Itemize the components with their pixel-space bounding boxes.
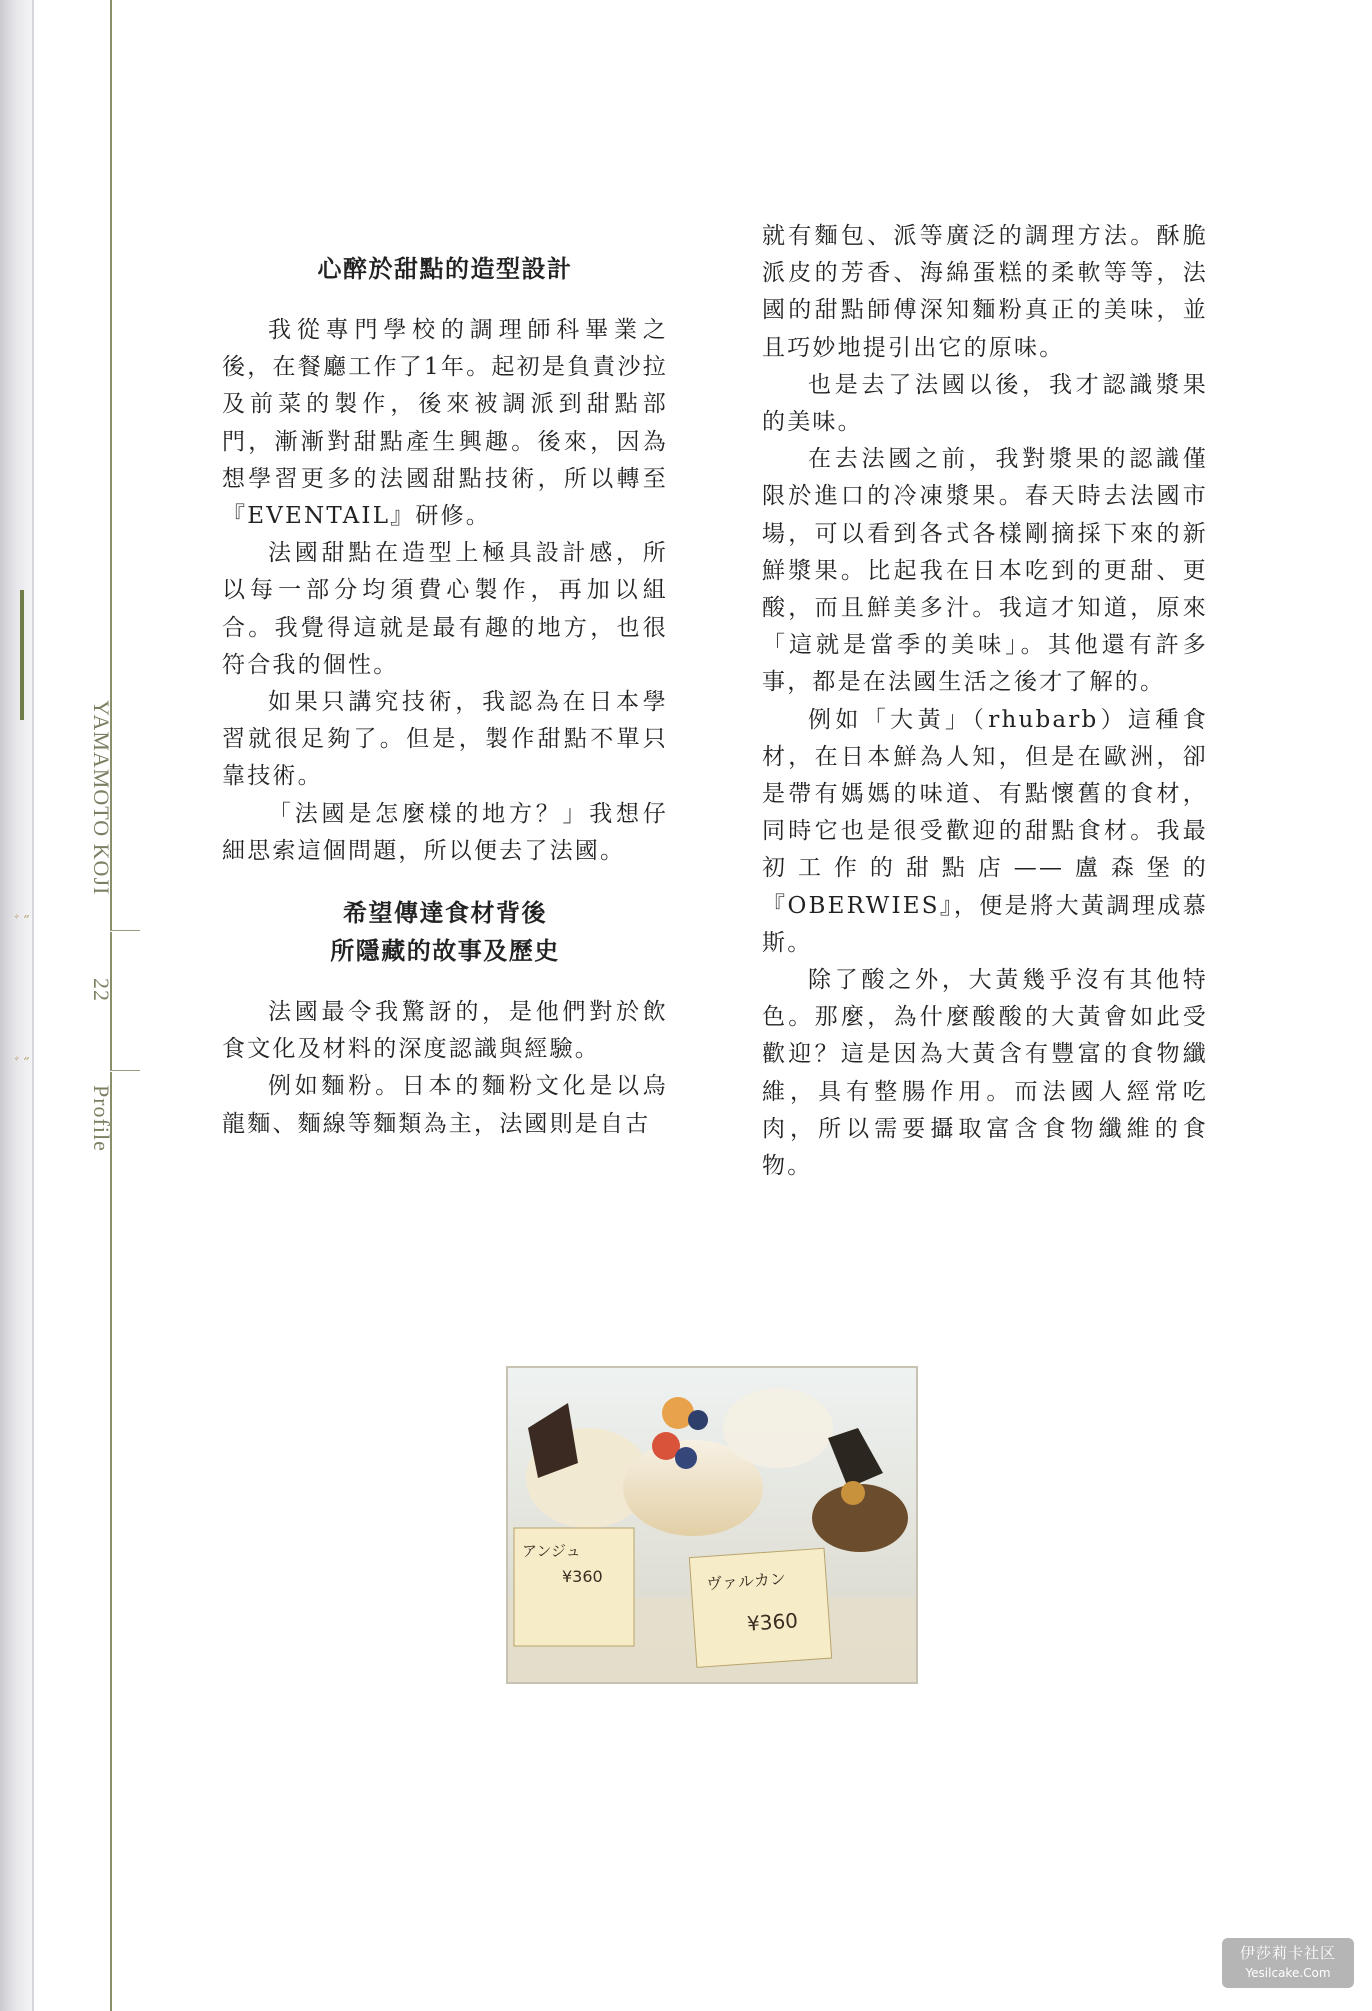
price-card-left-price: ¥360 <box>562 1567 603 1586</box>
pastry-photo <box>506 1366 918 1684</box>
paragraph: 我從專門學校的調理師科畢業之後，在餐廳工作了1年。起初是負責沙拉及前菜的製作，後來被調派到甜點部門，漸漸對甜點產生興趣。後來，因為想學習更多的法國甜點技術，所以轉至『EVENTAIL』研修。 <box>222 317 668 530</box>
section-heading-line: 所隱藏的故事及歷史 <box>330 937 560 966</box>
watermark-line1: 伊莎莉卡社区 <box>1239 1944 1336 1962</box>
cake-shape <box>723 1388 833 1468</box>
paragraph: 例如「大黃」（rhubarb）這種食材，在日本鮮為人知，但是在歐洲，卻是帶有媽媽的味道、有點懷舊的食材，同時它也是很受歡迎的甜點食材。我最初工作的甜點店——盧森堡的『OBERWIES』，便是將大黃調理成慕斯。 <box>762 706 1208 956</box>
pastry-photo-illustration <box>508 1368 916 1682</box>
sidebar-rule-bottom <box>110 1072 112 2011</box>
section-heading-line: 希望傳達食材背後 <box>343 899 547 928</box>
paragraph: 除了酸之外，大黃幾乎沒有其他特色。那麼，為什麼酸酸的大黃會如此受歡迎？這是因為大黃含有豐富的食物纖維，具有整腸作用。而法國人經常吃肉，所以需要攝取富含食物纖維的食物。 <box>762 967 1208 1180</box>
page-number: 22 <box>89 978 114 1002</box>
section-label: Profile <box>89 1085 114 1152</box>
paragraph: 在去法國之前，我對漿果的認識僅限於進口的冷凍漿果。春天時去法國市場，可以看到各式各樣剛摘採下來的新鮮漿果。比起我在日本吃到的更甜、更酸，而且鮮美多汁。我這才知道，原來「這就是當季的美味」。其他還有許多事，都是在法國生活之後才了解的。 <box>762 446 1208 696</box>
paragraph: 也是去了法國以後，我才認識漿果的美味。 <box>762 371 1208 436</box>
price-card-right <box>689 1548 831 1667</box>
sidebar-tick <box>110 1070 140 1071</box>
site-watermark <box>1222 1938 1354 1988</box>
section-heading: 心醉於甜點的造型設計 <box>317 255 573 283</box>
nut-topping <box>841 1481 865 1505</box>
paragraph: 例如麵粉。日本的麵粉文化是以烏龍麵、麵線等麵類為主，法國則是自古 <box>222 1073 668 1137</box>
edge-color-tab <box>20 590 24 720</box>
blueberry-topping <box>675 1447 697 1469</box>
paragraph: 「法國是怎麼樣的地方？」我想仔細思索這個問題，所以便去了法國。 <box>222 800 668 864</box>
price-card-left-name: アンジュ <box>522 1542 581 1560</box>
paragraph: 法國最令我驚訝的，是他們對於飲食文化及材料的深度認識與經驗。 <box>222 999 668 1063</box>
page-edge <box>0 0 34 2011</box>
watermark-line2: Yesilcake.Com <box>1245 1966 1331 1980</box>
left-column <box>222 218 668 1143</box>
paragraph: 如果只講究技術，我認為在日本學習就很足夠了。但是，製作甜點不單只靠技術。 <box>222 689 668 790</box>
price-card-right-name: ヴァルカン <box>705 1569 787 1594</box>
leaf-ornament-icon: ﾞ˝ <box>14 1055 31 1074</box>
right-column <box>762 218 1208 1185</box>
section-heading <box>222 894 668 970</box>
paragraph: 法國甜點在造型上極具設計感，所以每一部分均須費心製作，再加以組合。我覺得這就是最有趣的地方，也很符合我的個性。 <box>222 540 668 678</box>
price-card-right-price: ¥360 <box>746 1608 799 1636</box>
paragraph-continuation: 就有麵包、派等廣泛的調理方法。酥脆派皮的芳香、海綿蛋糕的柔軟等等，法國的甜點師傅深知麵粉真正的美味，並且巧妙地提引出它的原味。 <box>762 223 1208 361</box>
blueberry-topping <box>688 1410 708 1430</box>
leaf-ornament-icon: ﾞ˝ <box>14 913 31 932</box>
author-name: YAMAMOTO KOJI <box>89 700 114 896</box>
sidebar-tick <box>110 930 140 931</box>
